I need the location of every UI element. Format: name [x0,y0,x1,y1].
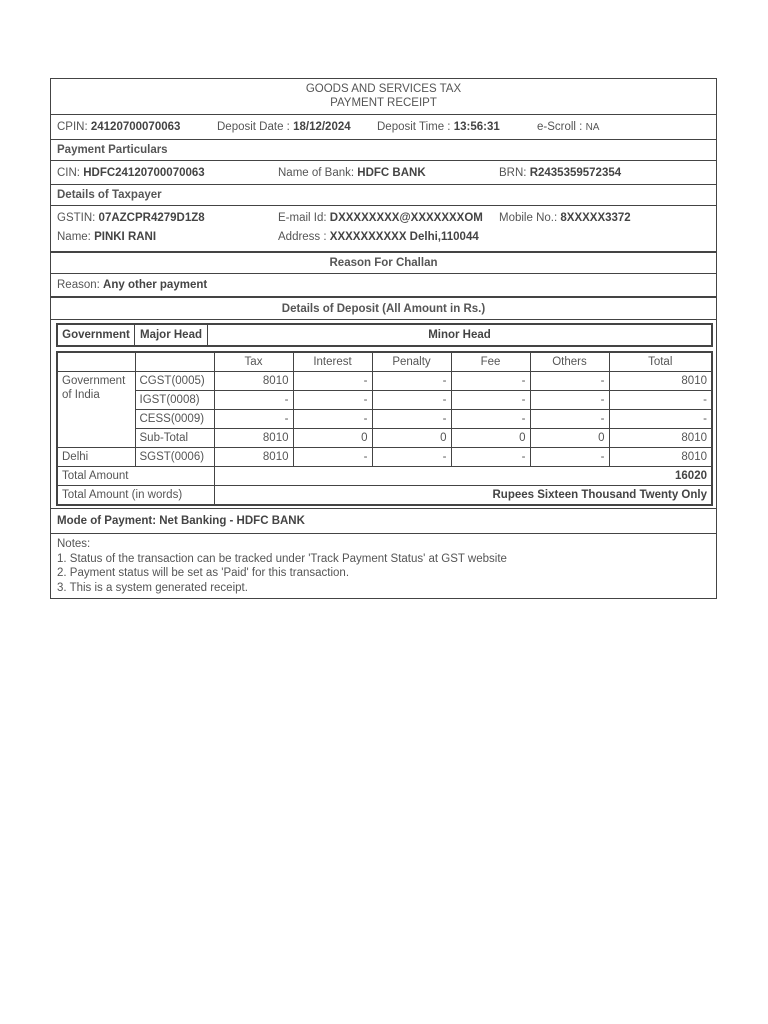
col-tax: Tax [214,352,293,372]
cell: - [372,448,451,467]
note-item: 1. Status of the transaction can be tracked under 'Track Payment Status' at GST website [57,552,507,565]
major-head-cell: Sub-Total [135,429,214,448]
cell: - [530,372,609,391]
col-fee: Fee [451,352,530,372]
col-major-head: Major Head [135,324,208,346]
cell: - [451,391,530,410]
col-total: Total [609,352,712,372]
total-in-words: Rupees Sixteen Thousand Twenty Only [214,486,712,506]
reason-heading: Reason For Challan [51,253,716,274]
col-minor-head: Minor Head [208,324,713,346]
cell: - [372,410,451,429]
receipt-title [51,79,716,115]
cell: 0 [293,429,372,448]
col-others: Others [530,352,609,372]
cell: 8010 [214,448,293,467]
cell: 8010 [214,429,293,448]
cell: 0 [530,429,609,448]
taxpayer-heading: Details of Taxpayer [51,185,716,206]
head-table [56,323,713,347]
cell: 8010 [609,448,712,467]
gov-india-cell: Government of India [57,372,135,448]
words-label: Total Amount (in words) [57,486,214,506]
col-interest: Interest [293,352,372,372]
cell: - [451,372,530,391]
deposit-table [56,351,713,506]
note-item: 2. Payment status will be set as 'Paid' for this transaction. [57,567,350,579]
escroll-field: e-Scroll : NA [537,121,600,133]
name-field: Name: PINKI RANI [57,231,157,243]
deposit-date-field: Deposit Date : 18/12/2024 [217,121,351,133]
gstin-field: GSTIN: 07AZCPR4279D1Z8 [57,212,205,224]
cell: - [530,391,609,410]
cell: - [214,391,293,410]
cpin-row [51,115,716,140]
reason-row [51,274,716,298]
cell: - [293,448,372,467]
mobile-field: Mobile No.: 8XXXXX3372 [499,212,631,224]
cell: - [293,391,372,410]
gov-delhi-cell: Delhi [57,448,135,467]
major-head-cell: CESS(0009) [135,410,214,429]
table-row [57,410,712,429]
title-line-2: PAYMENT RECEIPT [330,97,437,109]
bank-field: Name of Bank: HDFC BANK [278,166,426,179]
deposit-time-field: Deposit Time : 13:56:31 [377,121,500,133]
brn-field: BRN: R2435359572354 [499,166,622,179]
cin-field: CIN: HDFC24120700070063 [57,166,205,179]
address-field: Address : XXXXXXXXXX Delhi,110044 [278,231,479,243]
cell: - [293,372,372,391]
payment-particulars-row [51,161,716,185]
total-label: Total Amount [57,467,214,486]
cell: 0 [372,429,451,448]
cpin-field: CPIN: 24120700070063 [57,121,181,133]
col-penalty: Penalty [372,352,451,372]
payment-receipt [50,78,717,599]
cell: - [214,410,293,429]
cell: 8010 [609,429,712,448]
words-row [57,486,712,506]
major-head-cell: CGST(0005) [135,372,214,391]
title-line-1: GOODS AND SERVICES TAX [305,83,462,95]
cell: - [372,372,451,391]
deposit-section [51,323,716,509]
deposit-heading: Details of Deposit (All Amount in Rs.) [51,298,716,320]
cell: 8010 [609,372,712,391]
cell: - [530,410,609,429]
table-row [57,372,712,391]
taxpayer-details [51,206,716,253]
cell: - [609,410,712,429]
major-head-cell: SGST(0006) [135,448,214,467]
reason-field: Reason: Any other payment [57,279,208,291]
notes [51,534,716,598]
cell: - [293,410,372,429]
subtotal-row [57,429,712,448]
delhi-row [57,448,712,467]
mode-label: Mode of Payment: [57,515,157,527]
total-row [57,467,712,486]
table-header-row [57,352,712,372]
payment-particulars-heading: Payment Particulars [51,140,716,161]
table-row [57,391,712,410]
cell: - [372,391,451,410]
total-amount: 16020 [214,467,712,486]
cell: - [609,391,712,410]
cell: 0 [451,429,530,448]
mode-value: Net Banking - HDFC BANK [159,515,305,527]
major-head-cell: IGST(0008) [135,391,214,410]
cell: 8010 [214,372,293,391]
mode-of-payment-row [51,509,716,534]
note-item: 3. This is a system generated receipt. [57,581,248,594]
cell: - [451,410,530,429]
email-field: E-mail Id: DXXXXXXXX@XXXXXXXOM [278,212,483,224]
notes-heading: Notes: [57,538,91,550]
col-government: Government [57,324,135,346]
cell: - [530,448,609,467]
cell: - [451,448,530,467]
